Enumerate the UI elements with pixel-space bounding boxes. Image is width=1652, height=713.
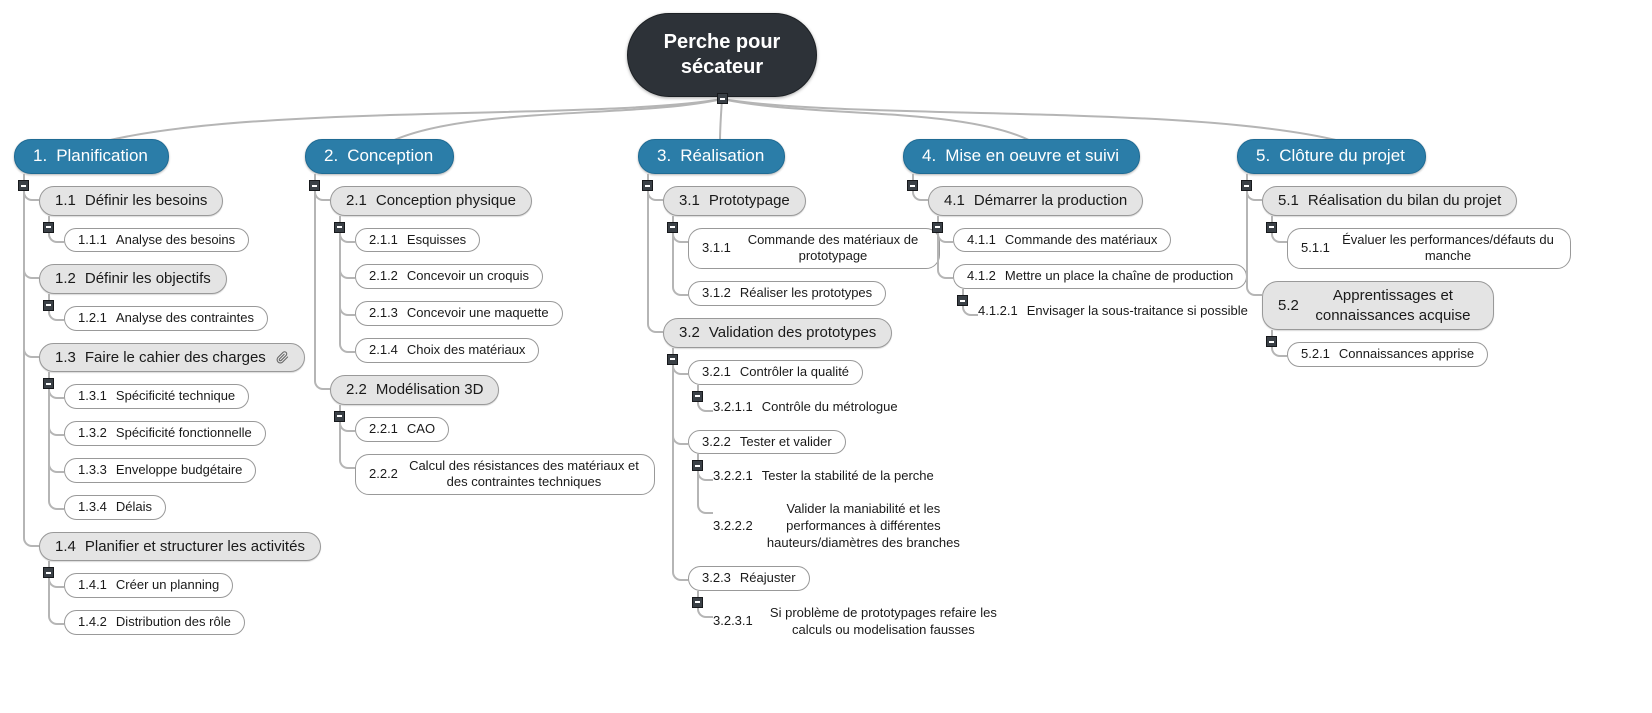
mindmap-node[interactable] xyxy=(64,228,249,253)
mindmap-node[interactable] xyxy=(64,421,266,446)
node-number: 3.2.2.1 xyxy=(713,468,753,484)
mindmap-node[interactable] xyxy=(64,458,256,483)
collapse-toggle-icon[interactable] xyxy=(1266,336,1277,347)
node-label: Validation des prototypes xyxy=(708,324,877,342)
mindmap-node[interactable] xyxy=(713,499,965,554)
node-label: Conception physique xyxy=(375,192,516,210)
children-group xyxy=(962,301,1248,322)
mindmap-node[interactable] xyxy=(713,603,1005,641)
children-group xyxy=(48,228,321,253)
node-number: 3.2.1.1 xyxy=(713,398,753,414)
node-row xyxy=(330,186,655,363)
node-row xyxy=(64,610,321,635)
branch-node[interactable] xyxy=(14,139,169,174)
node-label: Modélisation 3D xyxy=(375,381,484,399)
node-number: 2.2.1 xyxy=(369,420,398,436)
node-label: Analyse des contraintes xyxy=(115,309,254,325)
node-row xyxy=(64,495,321,520)
node-number: 3.1.1 xyxy=(702,240,731,256)
node-number: 1.2 xyxy=(55,270,76,288)
node-label: Définir les besoins xyxy=(84,192,208,210)
node-row xyxy=(355,454,655,496)
node-number: 3.1 xyxy=(679,192,700,210)
children-group xyxy=(1246,186,1571,367)
children-group xyxy=(1271,228,1571,270)
node-row xyxy=(39,186,321,252)
node-number: 5.1 xyxy=(1278,192,1299,210)
node-label: Prototypage xyxy=(708,192,790,210)
node-label: Esquisses xyxy=(406,231,467,247)
node-number: 2.1 xyxy=(346,192,367,210)
node-label: Tester et valider xyxy=(739,433,832,449)
node-row xyxy=(39,532,321,635)
node-label: Commande des matériaux de prototypage xyxy=(747,231,919,264)
node-number: 5.2.1 xyxy=(1301,346,1330,362)
mindmap-node[interactable] xyxy=(39,264,227,294)
node-row xyxy=(39,343,321,520)
node-label: CAO xyxy=(406,420,436,436)
collapse-toggle-icon[interactable] xyxy=(18,180,29,191)
children-group xyxy=(48,306,321,331)
node-label: Calcul des résistances des matériaux et des contraintes techniques xyxy=(409,457,639,490)
node-number: 3.2.2.2 xyxy=(713,518,753,534)
collapse-toggle-icon[interactable] xyxy=(334,411,345,422)
node-number: 2.1.3 xyxy=(369,305,398,321)
node-number: 4.1.2.1 xyxy=(978,303,1018,319)
node-number: 2. xyxy=(324,146,339,165)
mindmap-node[interactable] xyxy=(64,573,233,598)
children-group xyxy=(912,186,1248,322)
mindmap-node[interactable] xyxy=(953,228,1171,253)
paperclip-icon[interactable] xyxy=(276,351,289,364)
mindmap-node[interactable] xyxy=(39,343,305,373)
branch-node[interactable] xyxy=(1237,139,1426,174)
node-number: 1. xyxy=(33,146,48,165)
children-group xyxy=(339,417,655,496)
collapse-toggle-icon[interactable] xyxy=(667,222,678,233)
node-label: Analyse des besoins xyxy=(115,231,236,247)
node-row xyxy=(953,264,1248,322)
mindmap-node[interactable] xyxy=(39,532,321,562)
node-row xyxy=(663,318,1005,640)
collapse-toggle-icon[interactable] xyxy=(43,300,54,311)
branch-column-5 xyxy=(1237,139,1571,367)
node-label: Réaliser les prototypes xyxy=(739,285,873,301)
node-row xyxy=(713,397,1005,418)
node-number: 3.2.3.1 xyxy=(713,613,753,629)
children-group xyxy=(697,603,1005,641)
mindmap-node[interactable] xyxy=(64,306,268,331)
branch-node[interactable] xyxy=(638,139,785,174)
mindmap-node[interactable] xyxy=(688,281,886,306)
node-row xyxy=(330,375,655,495)
branch-column-4 xyxy=(903,139,1248,322)
node-number: 5. xyxy=(1256,146,1271,165)
collapse-toggle-icon[interactable] xyxy=(907,180,918,191)
node-row xyxy=(64,421,321,446)
node-label: Planifier et structurer les activités xyxy=(84,537,305,555)
node-number: 4. xyxy=(922,146,937,165)
node-row xyxy=(1262,186,1571,269)
children-group xyxy=(48,384,321,520)
node-label: Valider la maniabilité et les performances à différentes hauteurs/diamètres des branches xyxy=(766,501,960,551)
node-label: Connaissances apprise xyxy=(1338,346,1475,362)
mindmap-node[interactable] xyxy=(663,186,806,216)
node-label: Conception xyxy=(347,146,434,165)
mindmap-node[interactable] xyxy=(1287,342,1488,367)
node-row xyxy=(688,360,1005,418)
node-number: 3.1.2 xyxy=(702,285,731,301)
mindmap-node[interactable] xyxy=(355,264,543,289)
mindmap-node[interactable] xyxy=(355,417,449,442)
node-number: 3.2.1 xyxy=(702,363,731,379)
collapse-toggle-icon[interactable] xyxy=(957,295,968,306)
children-group xyxy=(48,573,321,635)
node-number: 1.1.1 xyxy=(78,231,107,247)
children-group xyxy=(697,466,1005,554)
collapse-toggle-icon[interactable] xyxy=(43,222,54,233)
children-group xyxy=(339,228,655,364)
collapse-toggle-icon[interactable] xyxy=(692,597,703,608)
node-row xyxy=(355,417,655,442)
mindmap-node[interactable] xyxy=(1262,281,1494,330)
node-number: 2.2 xyxy=(346,381,367,399)
node-label: Réalisation xyxy=(680,146,765,165)
node-row xyxy=(1287,342,1571,367)
node-row xyxy=(64,306,321,331)
node-row xyxy=(355,338,655,363)
node-number: 5.1.1 xyxy=(1301,240,1330,256)
mindmap-node[interactable] xyxy=(64,384,249,409)
children-group xyxy=(1271,342,1571,367)
node-number: 4.1.1 xyxy=(967,231,996,247)
node-label: Envisager la sous-traitance si possible xyxy=(1026,303,1248,319)
node-label: Démarrer la production xyxy=(973,192,1128,210)
node-number: 3. xyxy=(657,146,672,165)
collapse-toggle-icon[interactable] xyxy=(43,567,54,578)
node-number: 4.1 xyxy=(944,192,965,210)
node-label: Choix des matériaux xyxy=(406,342,526,358)
collapse-toggle-icon[interactable] xyxy=(932,222,943,233)
node-label: Apprentissages et connaissances acquise xyxy=(1315,287,1471,324)
node-row xyxy=(355,301,655,326)
node-label: Créer un planning xyxy=(115,577,220,593)
collapse-toggle-icon[interactable] xyxy=(43,378,54,389)
mindmap-node[interactable] xyxy=(688,360,863,385)
mindmap-node[interactable] xyxy=(355,454,655,496)
branch-node[interactable] xyxy=(903,139,1140,174)
node-label: Réalisation du bilan du projet xyxy=(1307,192,1502,210)
node-row xyxy=(713,499,1005,554)
node-row xyxy=(355,228,655,253)
collapse-toggle-icon[interactable] xyxy=(717,93,728,104)
mindmap-node[interactable] xyxy=(1262,186,1517,216)
node-number: 1.3.1 xyxy=(78,388,107,404)
branch-node[interactable] xyxy=(305,139,454,174)
collapse-toggle-icon[interactable] xyxy=(1266,222,1277,233)
children-group xyxy=(697,397,1005,418)
children-group xyxy=(23,186,321,635)
node-label: Délais xyxy=(115,499,153,515)
collapse-toggle-icon[interactable] xyxy=(1241,180,1252,191)
node-label: Enveloppe budgétaire xyxy=(115,462,243,478)
node-row xyxy=(688,430,1005,554)
node-number: 2.1.1 xyxy=(369,231,398,247)
node-row xyxy=(928,186,1248,322)
mindmap-node[interactable] xyxy=(978,301,1248,322)
node-number: 2.2.2 xyxy=(369,465,398,481)
mindmap-node[interactable] xyxy=(953,264,1247,289)
mindmap-node[interactable] xyxy=(64,495,166,520)
node-row xyxy=(39,264,321,330)
mindmap-node[interactable] xyxy=(688,430,846,455)
mindmap-node[interactable] xyxy=(355,228,480,253)
branch-column-2 xyxy=(305,139,655,495)
node-number: 1.4 xyxy=(55,537,76,555)
node-row xyxy=(64,384,321,409)
node-label: Si problème de prototypages refaire les calculs ou modelisation fausses xyxy=(769,604,997,637)
node-label: Distribution des rôle xyxy=(115,614,231,630)
node-row xyxy=(64,228,321,253)
collapse-toggle-icon[interactable] xyxy=(309,180,320,191)
mindmap-node[interactable] xyxy=(330,186,532,216)
branch-column-1 xyxy=(14,139,321,635)
children-group xyxy=(672,360,1005,641)
node-label: Concevoir une maquette xyxy=(406,305,549,321)
collapse-toggle-icon[interactable] xyxy=(642,180,653,191)
mindmap-node[interactable] xyxy=(355,301,563,326)
mindmap-node[interactable] xyxy=(688,566,810,591)
node-row xyxy=(64,573,321,598)
mindmap-node[interactable] xyxy=(330,375,499,405)
node-row xyxy=(953,228,1248,253)
node-number: 2.1.2 xyxy=(369,268,398,284)
mindmap-node[interactable] xyxy=(39,186,223,216)
node-row xyxy=(713,466,1005,487)
root-node[interactable]: Perche pour sécateur xyxy=(627,13,817,97)
node-label: Réajuster xyxy=(739,570,796,585)
node-number: 1.4.2 xyxy=(78,614,107,630)
collapse-toggle-icon[interactable] xyxy=(692,391,703,402)
node-label: Mise en oeuvre et suivi xyxy=(945,146,1120,165)
node-number: 1.4.1 xyxy=(78,577,107,593)
node-number: 5.2 xyxy=(1278,297,1299,315)
node-number: 2.1.4 xyxy=(369,342,398,358)
node-label: Spécificité technique xyxy=(115,388,236,404)
node-row xyxy=(978,301,1248,322)
children-group xyxy=(314,186,655,495)
node-row xyxy=(1262,281,1571,367)
node-row xyxy=(1287,228,1571,270)
children-group xyxy=(937,228,1248,323)
node-label: Définir les objectifs xyxy=(84,270,211,288)
collapse-toggle-icon[interactable] xyxy=(334,222,345,233)
mindmap-node[interactable] xyxy=(663,318,892,348)
collapse-toggle-icon[interactable] xyxy=(692,460,703,471)
mindmap-node[interactable] xyxy=(928,186,1143,216)
node-row xyxy=(355,264,655,289)
node-label: Mettre un place la chaîne de production xyxy=(1004,268,1234,284)
node-number: 1.1 xyxy=(55,192,76,210)
node-row xyxy=(688,566,1005,641)
node-number: 3.2.2 xyxy=(702,433,731,449)
mindmap-node[interactable] xyxy=(713,466,934,487)
node-label: Contrôler la qualité xyxy=(739,363,850,379)
node-label: Tester la stabilité de la perche xyxy=(761,468,934,484)
node-number: 1.3.3 xyxy=(78,462,107,478)
node-number: 1.3 xyxy=(55,348,76,366)
mindmap-node[interactable] xyxy=(64,610,245,635)
node-label: Contrôle du métrologue xyxy=(761,398,898,414)
node-number: 1.3.4 xyxy=(78,499,107,515)
node-number: 1.2.1 xyxy=(78,309,107,325)
node-number: 3.2 xyxy=(679,324,700,342)
mindmap-node[interactable] xyxy=(1287,228,1571,270)
node-row xyxy=(713,603,1005,641)
mindmap-node[interactable] xyxy=(355,338,539,363)
collapse-toggle-icon[interactable] xyxy=(667,354,678,365)
node-label: Planification xyxy=(56,146,148,165)
node-number: 4.1.2 xyxy=(967,268,996,284)
node-row xyxy=(64,458,321,483)
node-label: Faire le cahier des charges xyxy=(84,348,266,366)
node-label: Clôture du projet xyxy=(1279,146,1405,165)
node-number: 1.3.2 xyxy=(78,425,107,441)
node-label: Évaluer les performances/défauts du manche xyxy=(1342,231,1554,264)
mindmap-node[interactable] xyxy=(713,397,898,418)
node-label: Commande des matériaux xyxy=(1004,231,1158,247)
node-label: Concevoir un croquis xyxy=(406,268,530,284)
node-label: Spécificité fonctionnelle xyxy=(115,425,252,441)
node-number: 3.2.3 xyxy=(702,570,731,585)
